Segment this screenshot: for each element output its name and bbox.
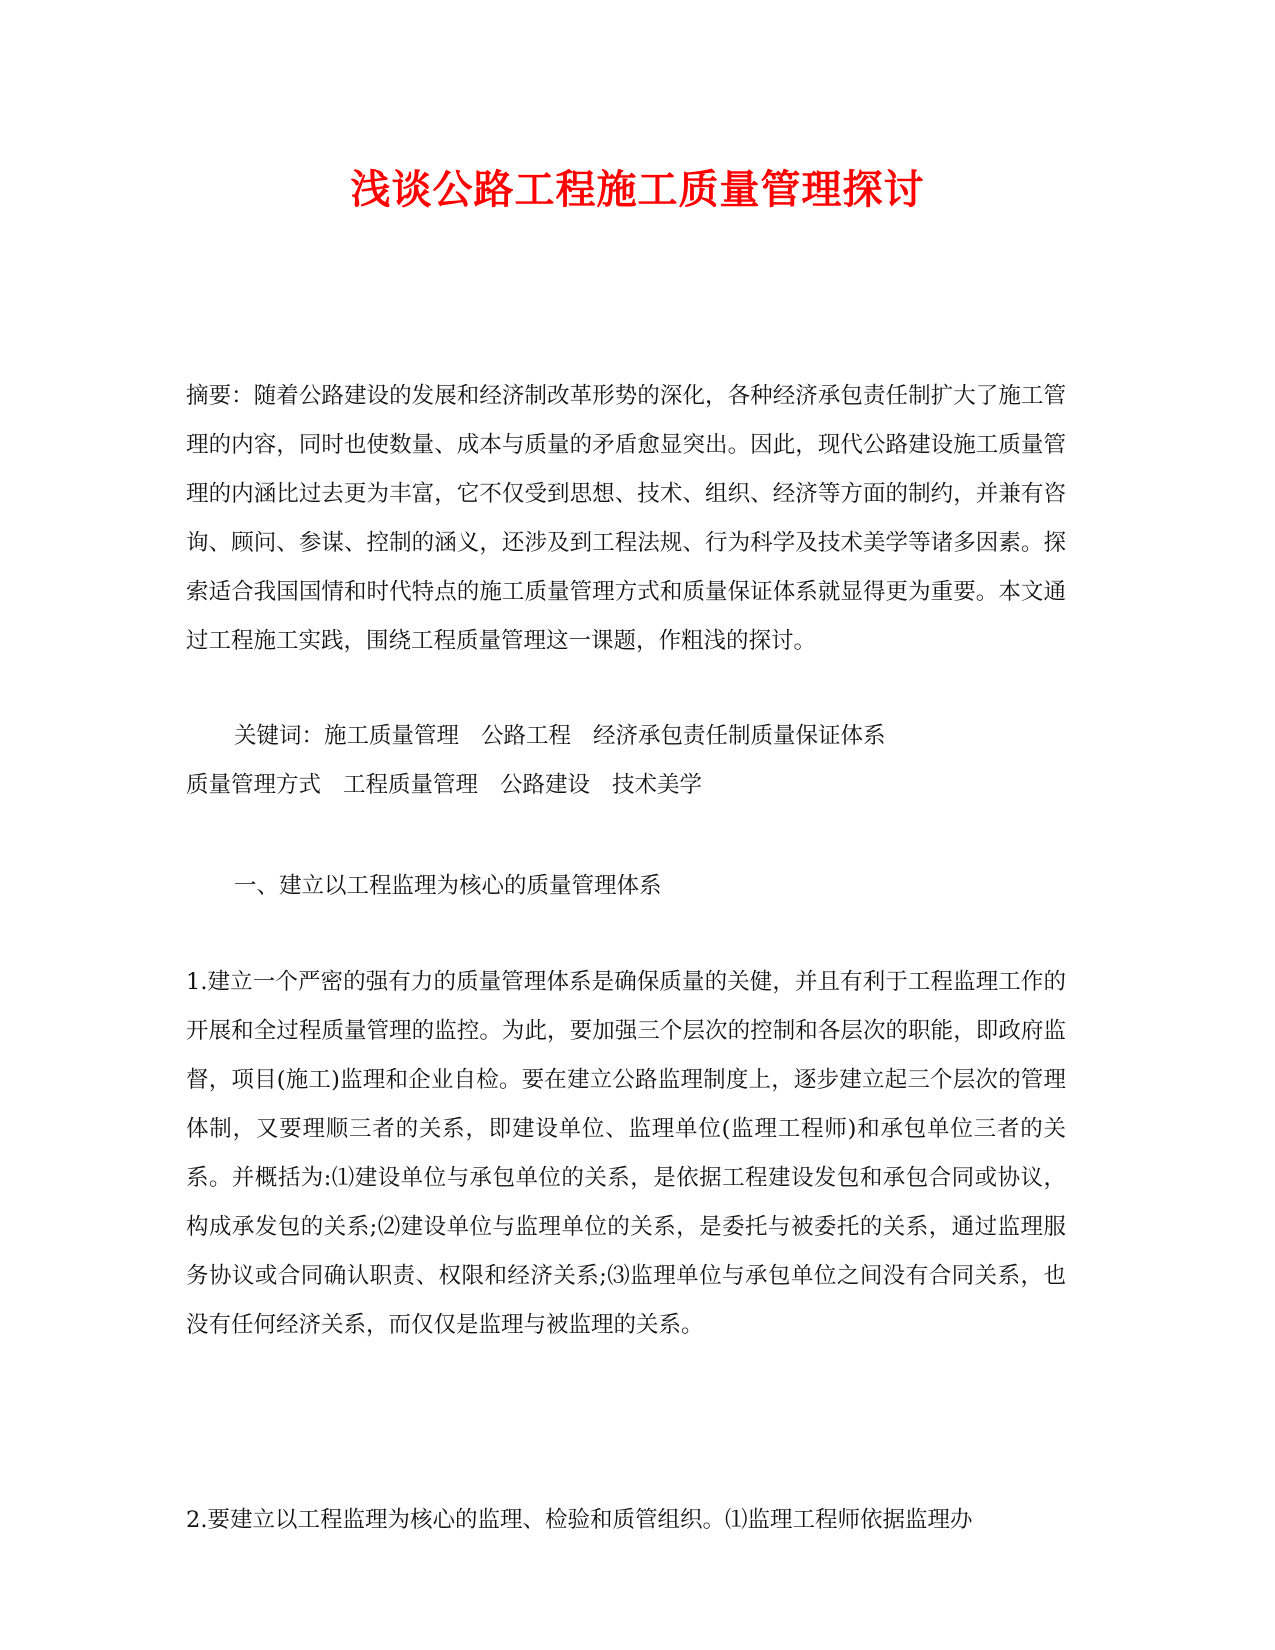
body-paragraph: 1.建立一个严密的强有力的质量管理体系是确保质量的关健，并且有利于工程监理工作的开展和全过程质量管理的监控。为此，要加强三个层次的控制和各层次的职能，即政府监督，项目(施工)监理和企业自检。要在建立公路监理制度上，逐步建立起三个层次的管理体制，又要理顺三者的关系，即建设单位、监理单位(监理工程师)和承包单位三者的关系。并概括为:⑴建设单位与承包单位的关系，是依据工程建设发包和承包合同或协议，构成承发包的关系;⑵建设单位与监理单位的关系，是委托与被委托的关系，通过监理服务协议或合同确认职责、权限和经济关系;⑶监理单位与承包单位之间没有合同关系，也没有任何经济关系，而仅仅是监理与被监理的关系。: [186, 969, 1066, 1338]
keyword: 公路工程: [481, 723, 572, 749]
keyword: 公路建设: [500, 772, 591, 798]
keyword: 经济承包责任制质量保证体系: [593, 723, 886, 749]
keyword: 施工质量管理: [324, 723, 460, 749]
keyword: 工程质量管理: [343, 772, 479, 798]
keyword: 质量管理方式: [186, 772, 322, 798]
keywords-paragraph: [186, 712, 1066, 810]
section-heading: 一、建立以工程监理为核心的质量管理体系: [234, 873, 662, 899]
keywords-label: 关键词：: [234, 723, 325, 749]
keyword: 技术美学: [612, 772, 703, 798]
abstract-paragraph: 摘要：随着公路建设的发展和经济制改革形势的深化，各种经济承包责任制扩大了施工管理的内容，同时也使数量、成本与质量的矛盾愈显突出。因此，现代公路建设施工质量管理的内涵比过去更为丰富，它不仅受到思想、技术、组织、经济等方面的制约，并兼有咨询、顾问、参谋、控制的涵义，还涉及到工程法规、行为科学及技术美学等诸多因素。探索适合我国国情和时代特点的施工质量管理方式和质量保证体系就显得更为重要。本文通过工程施工实践，围绕工程质量管理这一课题，作粗浅的探讨。: [186, 383, 1066, 654]
document-title: 浅谈公路工程施工质量管理探讨: [350, 166, 925, 213]
body-paragraph: 2.要建立以工程监理为核心的监理、检验和质管组织。⑴监理工程师依据监理办: [186, 1507, 973, 1533]
